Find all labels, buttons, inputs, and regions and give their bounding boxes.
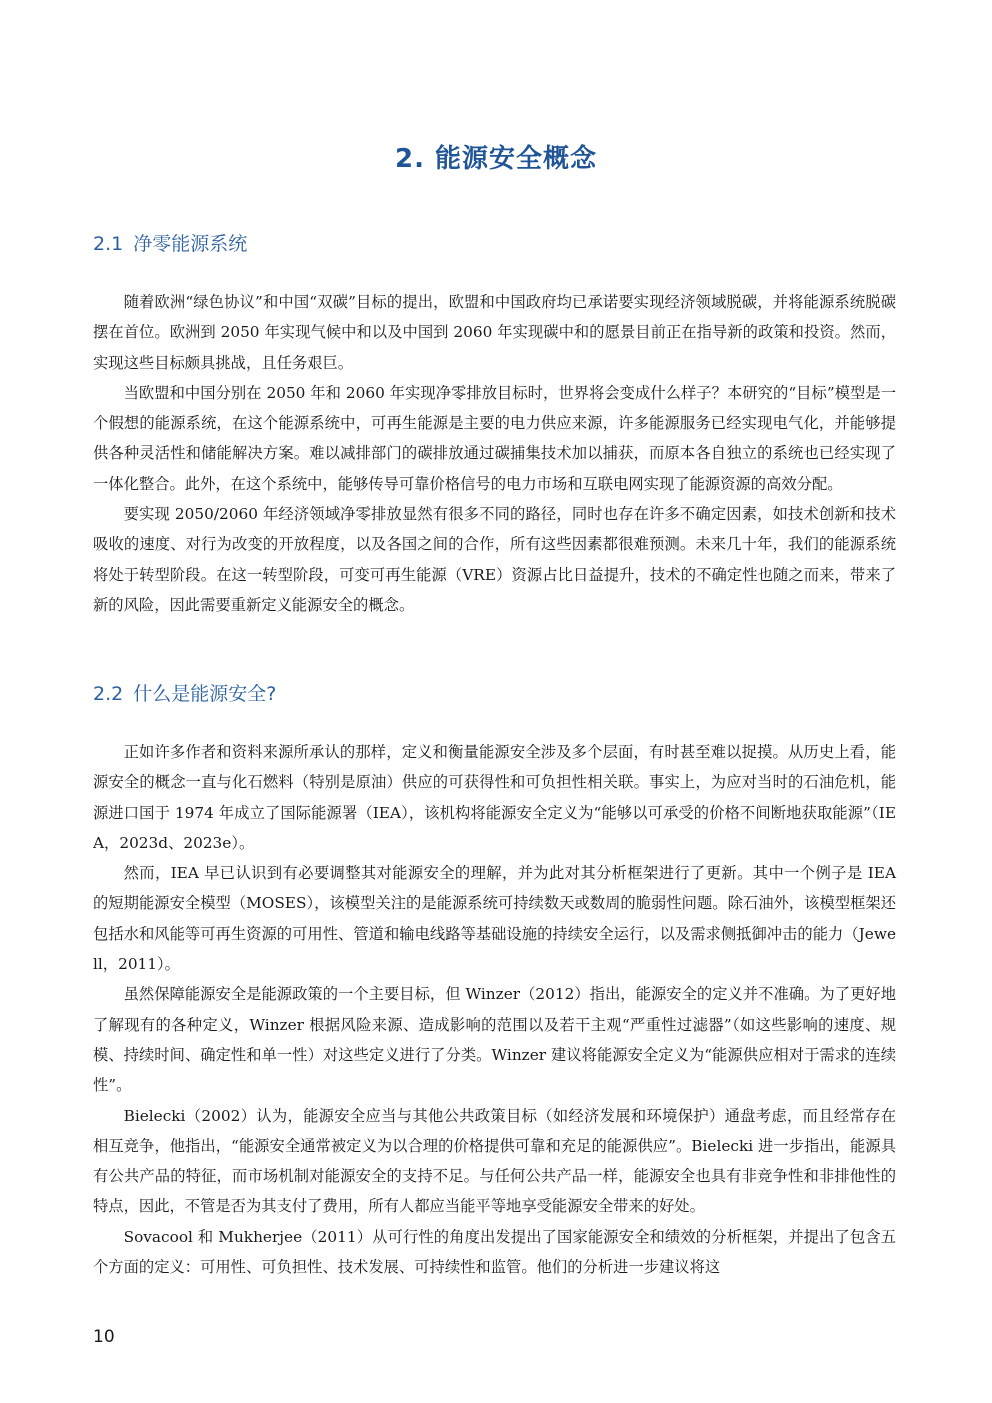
- paragraph: 然而，IEA 早已认识到有必要调整其对能源安全的理解，并为此对其分析框架进行了更新。其中一个例子是 IEA 的短期能源安全模型（MOSES），该模型关注的是能源系统可持续数天或数周的脆弱性问题。除石油外，该模型框架还包括水和风能等可再生资源的可用性、管道和输电线路等基础设施的持续安全运行，以及需求侧抵御冲击的能力（Jewell，2011）。: [93, 864, 896, 974]
- section-body: [93, 287, 896, 620]
- section-number: 2.1: [93, 233, 124, 255]
- paragraph: 正如许多作者和资料来源所承认的那样，定义和衡量能源安全涉及多个层面，有时甚至难以捉摸。从历史上看，能源安全的概念一直与化石燃料（特别是原油）供应的可获得性和可负担性相关联。事实上，为应对当时的石油危机，能源进口国于 1974 年成立了国际能源署（IEA），该机构将能源安全定义为“能够以可承受的价格不间断地获取能源”（IEA，2023d、2023e）。: [93, 743, 896, 852]
- section-title: 什么是能源安全?: [133, 683, 277, 705]
- paragraph: Sovacool 和 Mukherjee（2011）从可行性的角度出发提出了国家能源安全和绩效的分析框架，并提出了包含五个方面的定义：可用性、可负担性、技术发展、可持续性和监管。他们的分析进一步建议将这: [93, 1227, 896, 1277]
- paragraph: Bielecki（2002）认为，能源安全应当与其他公共政策目标（如经济发展和环境保护）通盘考虑，而且经常存在相互竞争，他指出，“能源安全通常被定义为以合理的价格提供可靠和充足的能源供应”。Bielecki 进一步指出，能源具有公共产品的特征，而市场机制对能源安全的支持不足。与任何公共产品一样，能源安全也具有非竞争性和非排他性的特点，因此，不管是否为其支付了费用，所有人都应当能平等地享受能源安全带来的好处。: [93, 1106, 896, 1216]
- section-body: [93, 737, 896, 1282]
- section-title: 净零能源系统: [133, 233, 248, 255]
- section-number: 2.2: [93, 683, 124, 705]
- paragraph: 虽然保障能源安全是能源政策的一个主要目标，但 Winzer（2012）指出，能源安全的定义并不准确。为了更好地了解现有的各种定义，Winzer 根据风险来源、造成影响的范围以及若干主观“严重性过滤器”（如这些影响的速度、规模、持续时间、确定性和单一性）对这些定义进行了分类。Winzer 建议将能源安全定义为“能源供应相对于需求的连续性”。: [93, 985, 896, 1095]
- paragraph: 当欧盟和中国分别在 2050 年和 2060 年实现净零排放目标时，世界将会变成什么样子？本研究的“目标”模型是一个假想的能源系统，在这个能源系统中，可再生能源是主要的电力供应来源，许多能源服务已经实现电气化，并能够提供各种灵活性和储能解决方案。难以减排部门的碳排放通过碳捕集技术加以捕获，而原本各自独立的系统也已经实现了一体化整合。此外，在这个系统中，能够传导可靠价格信号的电力市场和互联电网实现了能源资源的高效分配。: [93, 383, 896, 493]
- paragraph: 随着欧洲“绿色协议”和中国“双碳”目标的提出，欧盟和中国政府均已承诺要实现经济领域脱碳，并将能源系统脱碳摆在首位。欧洲到 2050 年实现气候中和以及中国到 2060 年实现碳中和的愿景目前正在指导新的政策和投资。然而，实现这些目标颇具挑战，且任务艰巨。: [93, 293, 896, 372]
- page-number: 10: [93, 1327, 115, 1347]
- chapter-title: 2. 能源安全概念: [394, 144, 598, 174]
- section-heading: [93, 229, 247, 256]
- section-heading: [93, 679, 276, 706]
- paragraph: 要实现 2050/2060 年经济领域净零排放显然有很多不同的路径，同时也存在许多不确定因素，如技术创新和技术吸收的速度、对行为改变的开放程度，以及各国之间的合作，所有这些因素都很难预测。未来几十年，我们的能源系统将处于转型阶段。在这一转型阶段，可变可再生能源（VRE）资源占比日益提升，技术的不确定性也随之而来，带来了新的风险，因此需要重新定义能源安全的概念。: [93, 505, 896, 614]
